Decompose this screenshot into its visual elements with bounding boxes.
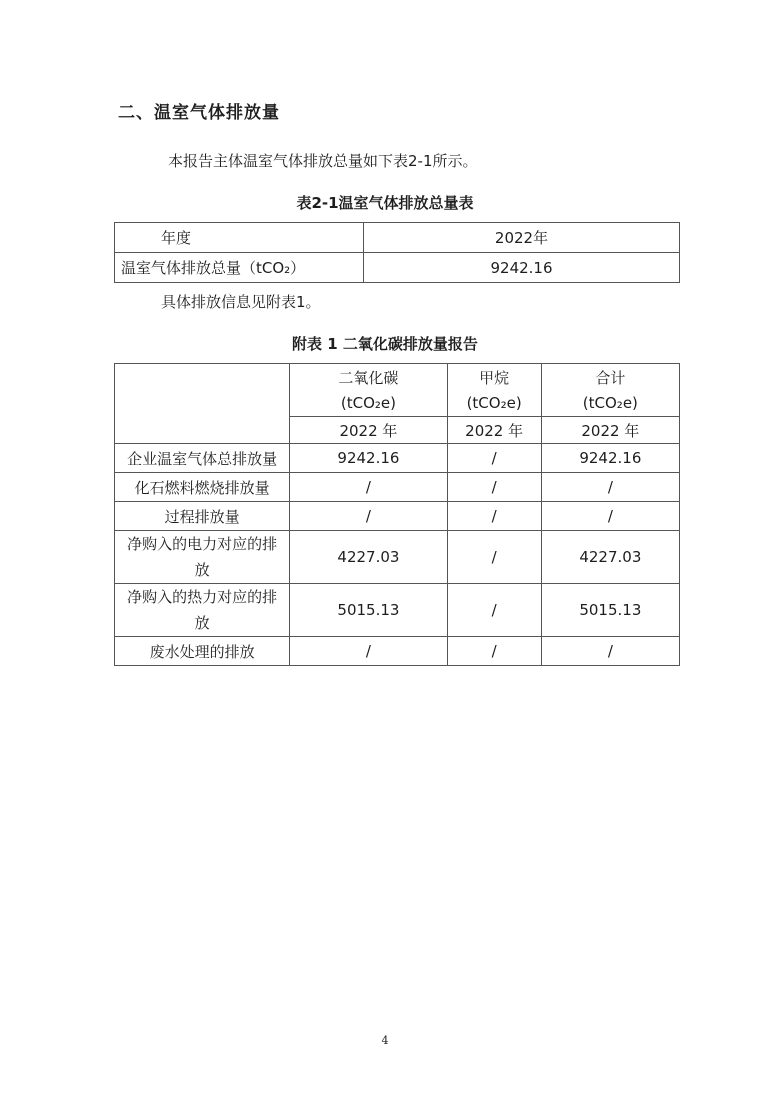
row-label-line: 净购入的热力对应的排 bbox=[127, 588, 278, 606]
cell-ch4: / bbox=[447, 473, 541, 502]
cell-ch4: / bbox=[447, 444, 541, 473]
cell-co2: 9242.16 bbox=[290, 444, 447, 473]
row-label bbox=[115, 531, 290, 584]
table-row bbox=[115, 502, 680, 531]
cell-total: 5015.13 bbox=[541, 584, 679, 637]
row-label-line: 放 bbox=[194, 561, 210, 579]
table-row bbox=[115, 223, 680, 253]
table-cell-value: 9242.16 bbox=[364, 253, 680, 283]
cell-total: 9242.16 bbox=[541, 444, 679, 473]
header-unit: (tCO₂e) bbox=[447, 390, 541, 417]
cell-ch4: / bbox=[447, 502, 541, 531]
table2-caption: 附表 1 二氧化碳排放量报告 bbox=[292, 335, 478, 353]
cell-total: 4227.03 bbox=[541, 531, 679, 584]
table1-caption: 表2-1温室气体排放总量表 bbox=[296, 194, 474, 212]
row-label: 化石燃料燃烧排放量 bbox=[115, 473, 290, 502]
table-row bbox=[115, 444, 680, 473]
cell-co2: / bbox=[290, 473, 447, 502]
cell-co2: 4227.03 bbox=[290, 531, 447, 584]
table-row bbox=[115, 473, 680, 502]
row-label: 企业温室气体总排放量 bbox=[115, 444, 290, 473]
header-unit: (tCO₂e) bbox=[541, 390, 679, 417]
row-label-line: 放 bbox=[194, 614, 210, 632]
table-row bbox=[115, 637, 680, 666]
header-name: 二氧化碳 bbox=[290, 364, 447, 391]
cell-ch4: / bbox=[447, 531, 541, 584]
cell-ch4: / bbox=[447, 584, 541, 637]
table-row bbox=[115, 253, 680, 283]
table-corner-cell bbox=[115, 364, 290, 444]
header-year: 2022 年 bbox=[447, 417, 541, 444]
header-name: 甲烷 bbox=[447, 364, 541, 391]
cell-co2: / bbox=[290, 502, 447, 531]
cell-co2: / bbox=[290, 637, 447, 666]
table-cell-label: 温室气体排放总量（tCO₂） bbox=[115, 253, 364, 283]
table-header-row bbox=[115, 364, 680, 391]
table-cell-label: 年度 bbox=[115, 223, 364, 253]
intro-paragraph: 本报告主体温室气体排放总量如下表2-1所示。 bbox=[168, 152, 478, 170]
cell-total: / bbox=[541, 502, 679, 531]
header-unit: (tCO₂e) bbox=[290, 390, 447, 417]
cell-total: / bbox=[541, 473, 679, 502]
row-label-line: 净购入的电力对应的排 bbox=[127, 535, 278, 553]
row-label: 过程排放量 bbox=[115, 502, 290, 531]
cell-co2: 5015.13 bbox=[290, 584, 447, 637]
section-title: 二、温室气体排放量 bbox=[118, 103, 280, 123]
row-label bbox=[115, 584, 290, 637]
header-year: 2022 年 bbox=[290, 417, 447, 444]
note-paragraph: 具体排放信息见附表1。 bbox=[161, 293, 321, 311]
row-label: 废水处理的排放 bbox=[115, 637, 290, 666]
header-name: 合计 bbox=[541, 364, 679, 391]
page-number: 4 bbox=[381, 1034, 389, 1047]
co2-report-table bbox=[114, 363, 680, 666]
table-row bbox=[115, 584, 680, 637]
cell-ch4: / bbox=[447, 637, 541, 666]
header-year: 2022 年 bbox=[541, 417, 679, 444]
table-cell-value: 2022年 bbox=[364, 223, 680, 253]
emission-total-table bbox=[114, 222, 680, 283]
table-row bbox=[115, 531, 680, 584]
cell-total: / bbox=[541, 637, 679, 666]
